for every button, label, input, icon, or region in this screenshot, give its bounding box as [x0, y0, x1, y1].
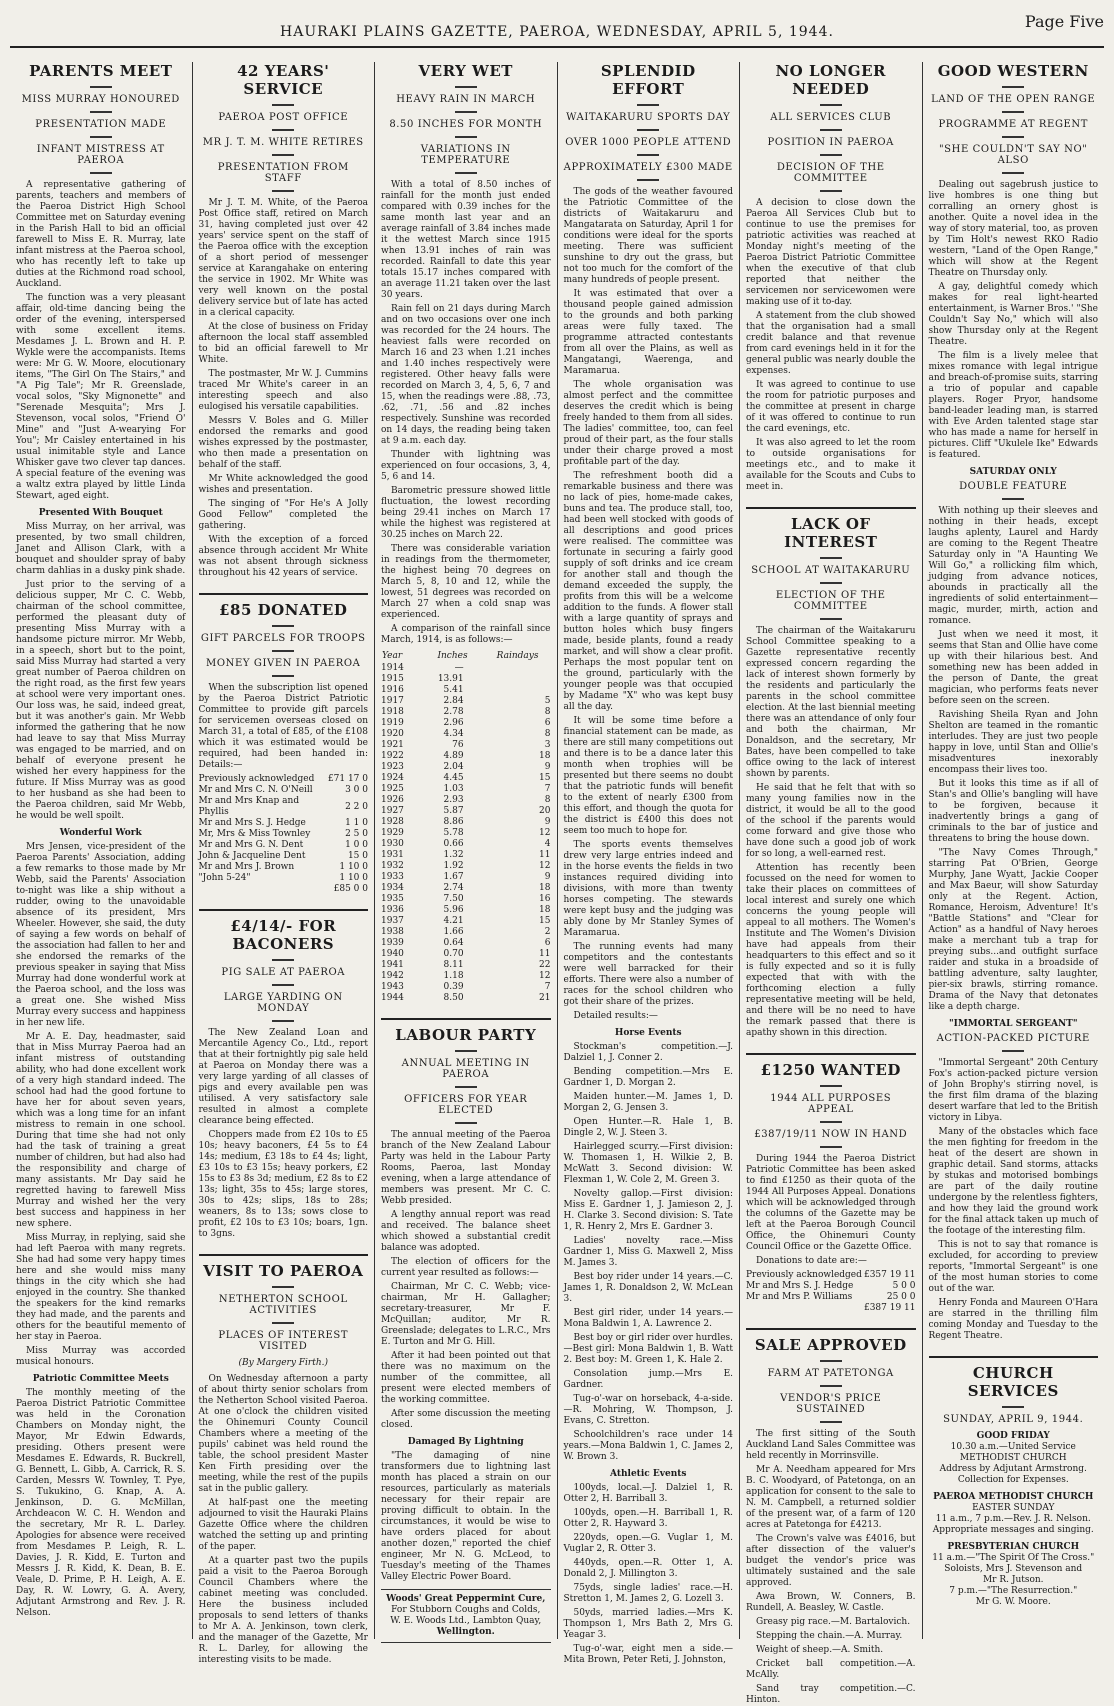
divider: [272, 190, 294, 192]
article-no-longer-needed: [746, 62, 916, 493]
article-lack-of-interest: [746, 507, 916, 1039]
paragraph: 440yds, open.—R. Otter 1, A. Donald 2, J. Millington 3.: [563, 1558, 733, 1579]
paragraph: Cricket ball competition.—A. McAlly.: [746, 1659, 916, 1680]
church-notice-methodist: PAEROA METHODIST CHURCH EASTER SUNDAY 11 a.m., 7 p.m.—Rev. J. R. Nelson. Appropriate messages and singing.: [932, 1492, 1094, 1535]
paragraph: A statement from the club showed that the organisation had a small credit balance and that revenue from card evenings held in it for the general public was nearly double the expenses.: [746, 311, 916, 376]
paragraph: The film is a lively melee that mixes romance with legal intrigue and breach-of-promise suits, starring a trio of popular and capable players. Roger Pryor, handsome band-leader leading man, is starred with Eve Arden talented stage star who has made a name for herself in pictures. Cliff "Ukulele Ike" Edwards is featured.: [928, 351, 1098, 460]
subheadline: 1944 ALL PURPOSES APPEAL: [770, 1093, 892, 1115]
rainfall-row: 1942 1.18 12: [381, 971, 551, 981]
rainfall-row: 1922 4.89 18: [381, 751, 551, 761]
divider: [272, 625, 294, 627]
divider: [820, 582, 842, 584]
divider: [820, 190, 842, 192]
rainfall-row: 1923 2.04 9: [381, 762, 551, 772]
paragraph: It will be some time before a financial statement can be made, as there are still many competitions out and there is to be a dance later this month when trophies will be presented but there seems no doubt that the patriotic funds will benefit to the extent of nearly £300 from this effort, and though the quota for the district is £400 this does not seem too much to hope for.: [563, 716, 733, 836]
rainfall-row: 1936 5.96 18: [381, 905, 551, 915]
paragraph: Mr A. E. Day, headmaster, said that in Miss Murray Paeroa had an infant mistress of outstanding ability, who had done excellent work of a very high standard indeed. The school had had the good fortune to have her for about seven years, which was a long time for an infant mistress to remain in one school. During that time she had not only had the task of training a great number of children, but had also had the responsibility and charge of many assistants. Mr Day said he regretted having to farewell Miss Murray and wished her the very best success and happiness in her new sphere.: [16, 1032, 186, 1229]
subheadline: DECISION OF THE COMMITTEE: [776, 162, 885, 184]
donation-total: £387 19 11: [863, 1303, 916, 1313]
paragraph: Messrs V. Boles and G. Miller endorsed the remarks and good wishes expressed by the postmaster, who then made a presentation on behalf of the staff.: [198, 416, 368, 470]
paragraph: The function was a very pleasant affair, old-time dancing being the order of the evening, interspersed with some excellent items. Mesdames J. L. Brown and H. P. Wykle were the accompanists. Items were: Mr G. W. Moore, elocutionary items, "The Girl On The Stairs," and "A Pig Tale"; Mr R. Greenslade, vocal solos, "Sky Mignonette" and "Serenade Mesquita"; Mrs J. Stevenson, vocal solos, "Friend O' Mine" and "Just A-wearying For You"; Mr Caisley entertained in his usual inimitable style and Lance Whisker gave two clever tap dances. A special feature of the evening was a waltz extra played by little Linda Stewart, aged eight.: [16, 293, 186, 501]
paragraph: The postmaster, Mr W. J. Cummins traced Mr White's career in an interesting speech and also eulogised his versatile capabilities.: [198, 369, 368, 412]
subheadline: PROGRAMME AT REGENT: [938, 119, 1089, 130]
donation-list: [746, 1270, 916, 1314]
headline: NO LONGER NEEDED: [775, 62, 887, 98]
divider: [272, 675, 294, 677]
paragraph: Miss Murray, in replying, said she had left Paeroa with many regrets. She had had some very happy times here and she would miss many things in the city which she had enjoyed in the country. She thanked the speakers for the kind remarks they had made, and the parents and others for the beautiful memento of her stay in Paeroa.: [16, 1233, 186, 1342]
paragraph: With nothing up their sleeves and nothing in their heads, except laughs aplenty, Laurel and Hardy are coming to the Regent Theatre Saturday only in "A Haunting We Will Go," a rollicking film which, judging from advance notices, abounds in practically all the ingredients of solid entertainment—magic, murder, mirth, action and romance.: [928, 506, 1098, 626]
byline: (By Margery Firth.): [238, 1358, 328, 1368]
section-heading: Damaged By Lightning: [407, 1437, 524, 1447]
subheadline: WAITAKARURU SPORTS DAY: [566, 112, 731, 123]
paragraph: The running events had many competitors and the contestants were well barracked for their efforts. There were also a number of races for the school children who got their share of the prizes.: [563, 942, 733, 1007]
rainfall-row: 1939 0.64 6: [381, 938, 551, 948]
paragraph: The first sitting of the South Auckland Land Sales Committee was held recently in Morrinsville.: [746, 1429, 916, 1461]
paragraph: Ladies' novelty race.—Miss Gardner 1, Miss G. Maxwell 2, Miss M. James 3.: [563, 1236, 733, 1268]
paragraph: This is not to say that romance is excluded, for according to preview reports, "Immortal Sergeant" is one of the most human stories to come out of the war.: [928, 1240, 1098, 1294]
divider: [820, 1385, 842, 1387]
page-number: Page Five: [1024, 12, 1104, 31]
donation-row: "John 5-24" 1 10 0: [198, 873, 368, 883]
column-2: [192, 62, 375, 1665]
donation-row: Mr and Mrs S. J. Hedge 5 0 0: [746, 1281, 916, 1291]
paragraph: Stepping the chain.—A. Murray.: [756, 1631, 903, 1641]
donation-row: Mr, Mrs & Miss Townley 2 5 0: [198, 829, 368, 839]
paragraph: On Wednesday afternoon a party of about thirty senior scholars from the Netherton School visited Paeroa. At one o'clock the children visited the Ohinemuri County Council Chambers where a meeting of the pupils' cabinet was held round the table, the school president Master Ken Firth presiding over the meeting, while the rest of the pupils sat in the public gallery.: [198, 1374, 368, 1494]
paragraph: There was considerable variation in readings from the thermometer, the highest being 70 degrees on March 5, 8, 10 and 12, while the lowest, 51 degrees was recorded on March 27 when a cold snap was experienced.: [381, 544, 551, 620]
subheadline: OVER 1000 PEOPLE ATTEND: [565, 137, 732, 148]
paragraph: With the exception of a forced absence through accident Mr White was not absent through sickness throughout his 42 years of service.: [198, 535, 368, 578]
headline: VISIT TO PAEROA: [199, 1254, 369, 1280]
article-parents-meet: [16, 62, 186, 1619]
rainfall-row: 1932 1.92 12: [381, 861, 551, 871]
divider: [1002, 86, 1024, 88]
paragraph: It was agreed to continue to use the room for patriotic purposes and the committee at present in charge of it was offered to continue to run the card evenings, etc.: [746, 380, 916, 434]
rainfall-row: 1940 0.70 11: [381, 949, 551, 959]
article-42-years-service: [199, 62, 369, 579]
rainfall-row: 1928 8.86 9: [381, 817, 551, 827]
divider: [455, 86, 477, 88]
subheadline: HEAVY RAIN IN MARCH: [396, 94, 536, 105]
rainfall-row: 1925 1.03 7: [381, 784, 551, 794]
paragraph: The whole organisation was almost perfect and the committee deserves the credit which is being freely handed to them from all sides. The ladies' committee, too, can feel proud of their part, as the four stalls under their charge proved a most profitable part of the day.: [563, 380, 733, 467]
divider: [637, 154, 659, 156]
paragraph: A representative gathering of parents, teachers and members of the Paeroa District High School Committee met on Saturday evening in the Parish Hall to bid an official farewell to Miss E. R. Murray, late infant mistress at the Paeroa school, who has recently left to take up duties at the Richmond road school, Auckland.: [16, 180, 186, 289]
paragraph: 75yds, single ladies' race.—H. Stretton 1, M. James 2, G. Lozell 3.: [563, 1583, 733, 1604]
rainfall-row: 1920 4.34 8: [381, 729, 551, 739]
paragraph: After some discussion the meeting closed.: [381, 1409, 551, 1430]
headline: £85 DONATED: [199, 593, 369, 619]
section-heading: Horse Events: [614, 1028, 682, 1038]
donation-row: Mr and Mrs C. N. O'Neill 3 0 0: [198, 785, 368, 795]
divider: [820, 1085, 842, 1087]
divider: [1002, 1406, 1024, 1408]
rainfall-row: 1916 5.41: [381, 685, 464, 695]
rainfall-row: 1938 1.66 2: [381, 927, 551, 937]
paragraph: Hairlegged scurry.—First division: W. Thomasen 1, H. Wilkie 2, B. McWatt 3. Second division: W. Flexman 1, W. Cole 2, M. Green 3.: [563, 1142, 733, 1185]
divider: [272, 104, 294, 106]
section-heading: "IMMORTAL SERGEANT": [948, 1019, 1078, 1029]
article-church-services: [929, 1356, 1099, 1608]
divider: [820, 1146, 842, 1148]
column-5: [739, 62, 922, 1705]
paragraph: He said that he felt that with so many young families now in the district, it would be all to the good of the school if the parents would come forward and give those who have done such a good job of work for so long, a well-earned rest.: [746, 783, 916, 859]
rainfall-row: 1944 8.50 21: [381, 993, 551, 1003]
paragraph: Donations to date are:—: [756, 1256, 867, 1266]
rainfall-row: 1943 0.39 7: [381, 982, 551, 992]
divider: [820, 1121, 842, 1123]
subheadline: LAND OF THE OPEN RANGE: [931, 94, 1096, 105]
divider: [272, 1286, 294, 1288]
article-splendid-effort: [564, 62, 734, 1666]
paragraph: Consolation jump.—Mrs E. Gardner.: [563, 1369, 733, 1390]
rainfall-row: 1927 5.87 20: [381, 806, 551, 816]
paragraph: Chairman, Mr C. C. Webb; vice-chairman, Mr H. Gallagher; secretary-treasurer, Mr F. McQuillan; auditor, Mr R. Greenslade; delegates to L.R.C., Mrs E. Turton and Mr G. Hill.: [381, 1282, 551, 1347]
paragraph: Best girl rider, under 14 years.—Mona Baldwin 1, A. Lawrence 2.: [563, 1308, 733, 1329]
paragraph: Tug-o'-war on horseback, 4-a-side.—R. Mohring, W. Thompson, J. Evans, C. Stretton.: [563, 1394, 733, 1426]
paragraph: Greasy pig race.—M. Bartalovich.: [756, 1617, 911, 1627]
divider: [1002, 498, 1024, 500]
divider: [272, 1322, 294, 1324]
subheadline: FARM AT PATETONGA: [767, 1368, 894, 1379]
section-heading: Patriotic Committee Meets: [32, 1374, 169, 1384]
divider: [820, 129, 842, 131]
divider: [637, 179, 659, 181]
rainfall-table: [381, 650, 551, 1004]
paragraph: The Crown's valve was £4016, but after dissection of the valuer's budget the vendor's price was ultimately sustained and the sale approved.: [746, 1534, 916, 1588]
subheadline: VARIATIONS IN TEMPERATURE: [420, 144, 511, 166]
paragraph: Thunder with lightning was experienced on four occasions, 3, 4, 5, 6 and 14.: [381, 450, 551, 482]
subheadline: MONEY GIVEN IN PAEROA: [206, 658, 361, 669]
paragraph: After it had been pointed out that there was no maximum on the number of the committee, all present were elected members of the working committee.: [381, 1351, 551, 1405]
article-baconers: [199, 909, 369, 1240]
paragraph: Dealing out sagebrush justice to live hombres is one thing but corralling an ornery ghost is another. Quite a novel idea in the way of story material, too, as proven by Tim Holt's newest RKO Radio western, "Land of the Open Range," which will show at the Regent Theatre on Thursday only.: [928, 180, 1098, 278]
paragraph: The singing of "For He's A Jolly Good Fellow" completed the gathering.: [198, 499, 368, 531]
paragraph: 50yds, married ladies.—Mrs K. Thompson 1, Mrs Bath 2, Mrs G. Yeagar 3.: [563, 1608, 733, 1640]
divider: [455, 1050, 477, 1052]
paragraph: Bending competition.—Mrs E. Gardner 1, D. Morgan 2.: [563, 1067, 733, 1088]
paragraph: Just prior to the serving of a delicious supper, Mr C. C. Webb, chairman of the school committee, performed the pleasant duty of presenting Miss Murray with a handsome picture mirror. Mr Webb, in a speech, short but to the point, said Miss Murray had started a very great number of Paeroa children on the right road, as the first few years at school were very important ones. Our loss was, he said, indeed great, but it was another's gain. Mr Webb informed the gathering that he now had leave to say that Miss Murray was engaged to be married, and on behalf of everyone present he wished her every happiness for the future. If Miss Murray was as good to her husband as she had been to the Paeroa children, said Mr Webb, he would be well spoilt.: [16, 580, 186, 821]
divider: [637, 104, 659, 106]
donation-row: Previously acknowledged £71 17 0: [198, 774, 368, 784]
divider: [1002, 111, 1024, 113]
divider: [90, 172, 112, 174]
divider: [272, 959, 294, 961]
divider: [272, 650, 294, 652]
donation-total: £85 0 0: [333, 884, 368, 894]
subheadline: "SHE COULDN'T SAY NO" ALSO: [938, 144, 1088, 166]
subheadline: INFANT MISTRESS AT PAEROA: [36, 144, 165, 166]
article-good-western: [929, 62, 1099, 1342]
subheadline: APPROXIMATELY £300 MADE: [563, 162, 733, 173]
paragraph: Best boy rider under 14 years.—C. James 1, R. Donaldson 2, W. McLean 3.: [563, 1272, 733, 1304]
paragraph: Maiden hunter.—M. James 1, D. Morgan 2, G. Jensen 3.: [563, 1092, 733, 1113]
column-1: [10, 62, 192, 1639]
paragraph: With a total of 8.50 inches of rainfall for the month just ended compared with 0.39 inches for the same month last year and an average rainfall of 3.84 inches made it the wettest March since 1915 when 13.91 inches of rain was recorded. Rainfall to date this year totals 15.17 inches compared with an average 11.21 taken over the last 30 years.: [381, 180, 551, 300]
divider: [455, 172, 477, 174]
paragraph: Rain fell on 21 days during March and on two occasions over one inch was recorded for the 24 hours. The heaviest falls were recorded on March 16 and 23 when 1.21 inches and 1.40 inches respectively were registered. Other heavy falls were recorded on March 3, 4, 5, 6, 7 and 15, when the readings were .88, .73, .62, .71, .56 and .82 inches respectively. Sunshine was recorded on 14 days, the reading being taken at 9 a.m. each day.: [381, 304, 551, 446]
paragraph: Novelty gallop.—First division: Miss E. Gardner 1, J. Jamieson 2, J. H. Clarke 3. Second division: S. Tate 1, R. Henry 2, Mrs E. Gardner 3.: [563, 1189, 733, 1232]
paragraph: During 1944 the Paeroa District Patriotic Committee has been asked to find £1250 as their quota of the 1944 All Purposes Appeal. Donations which will be acknowledged through the columns of the Gazette may be left at the Paeroa Borough Council Office, the Ohinemuri County Council Office or the Gazette Office.: [746, 1154, 916, 1252]
paragraph: At half-past one the meeting adjourned to visit the Hauraki Plains Gazette Office where the children watched the setting up and printing of the paper.: [198, 1498, 368, 1552]
paragraph: "The Navy Comes Through," starring Pat O'Brien, George Murphy, Jane Wyatt, Jackie Cooper and Max Baeur, will show Saturday only at the Regent. Action, Romance, Heroism, Adventure! It's "Battle Stations" and "Clear for Action" as a handful of Navy heroes make a merchant tub a trap for preying subs...and outfight surface raider and stuka in a broadside of battling adventure, salty laughter, pier-six brawls, stirring romance. Drama of the Navy that detonates like a depth charge.: [928, 848, 1098, 1012]
divider: [455, 1086, 477, 1088]
subheadline: ANNUAL MEETING IN PAEROA: [401, 1058, 530, 1080]
paragraph: The gods of the weather favoured the Patriotic Committee of the districts of Waitakaruru and Mangatarata on Saturday, April 1 for conditions were ideal for the sports meeting. There was sufficient sunshine to dry out the grass, but not too much for the comfort of the many hundreds of people present.: [563, 187, 733, 285]
donation-row: Mr and Mrs J. Brown 1 10 0: [198, 862, 368, 872]
divider: [90, 111, 112, 113]
rainfall-row: 1931 1.32 11: [381, 850, 551, 860]
rainfall-row: 1934 2.74 18: [381, 883, 551, 893]
paragraph: A gay, delightful comedy which makes for real light-hearted entertainment, is Warner Bros.' "She Couldn't Say No," which will also show Thursday only at the Regent Theatre.: [928, 282, 1098, 347]
donation-row: Mr and Mrs P. Williams 25 0 0: [746, 1292, 916, 1302]
rainfall-row: 1926 2.93 8: [381, 795, 551, 805]
article-very-wet: [381, 62, 551, 1004]
paragraph: Sand tray competition.—C. Hinton.: [746, 1684, 916, 1705]
subheadline: PAEROA POST OFFICE: [218, 112, 349, 123]
subheadline: POSITION IN PAEROA: [767, 137, 894, 148]
paragraph: "Immortal Sergeant" 20th Century Fox's action-packed picture version of John Brophy's stirring novel, is the first film drama of the blazing desert warfare that led to the British victory in Libya.: [928, 1058, 1098, 1123]
paragraph: The New Zealand Loan and Mercantile Agency Co., Ltd., report that at their fortnightly pig sale held at Paeroa on Monday there was a very large yarding of all classes of pigs and every available pen was utilised. A very satisfactory sale resulted in almost a complete clearance being effected.: [198, 1028, 368, 1126]
paragraph: But it looks this time as if all of Stan's and Ollie's bangling will have to be forgiven, because it inadvertently brings a gang of criminals to the bar of justice and threatens to bring the house down.: [928, 779, 1098, 844]
paragraph: Henry Fonda and Maureen O'Hara are starred in the thrilling film coming Monday and Tuesday to the Regent Theatre.: [928, 1298, 1098, 1341]
church-notice-good-friday: GOOD FRIDAY 10.30 a.m.—United Service METHODIST CHURCH Address by Adjutant Armstrong. Collection for Expenses.: [939, 1431, 1087, 1485]
paragraph: "The damaging of nine transformers due to lightning last month has placed a strain on our resources, particularly as materials necessary for their repair are proving difficult to obtain. In the circumstances, it would be wise to have orders placed for about another dozen," reported the chief engineer, Mr N. G. McLeod, to Tuesday's meeting of the Thames Valley Electric Power Board.: [381, 1451, 551, 1582]
divider: [90, 86, 112, 88]
rainfall-row: 1915 13.91: [381, 674, 464, 684]
rainfall-row: 1917 2.84 5: [381, 696, 551, 706]
subheadline: ACTION-PACKED PICTURE: [936, 1033, 1090, 1044]
divider: [455, 1122, 477, 1124]
divider: [272, 1020, 294, 1022]
subheadline: OFFICERS FOR YEAR ELECTED: [404, 1094, 528, 1116]
divider: [272, 154, 294, 156]
subheadline: SCHOOL AT WAITAKARURU: [751, 565, 911, 576]
divider: [820, 154, 842, 156]
subheadline: GIFT PARCELS FOR TROOPS: [200, 633, 366, 644]
paragraph: At a quarter past two the pupils paid a visit to the Paeroa Borough Council Chambers where the cabinet meeting was concluded. Here the business included proposals to send letters of thanks to Mr A. A. Jenkinson, town clerk, and the manager of the Gazette, Mr R. L. Darley, for allowing the interesting visits to be made.: [198, 1556, 368, 1665]
column-6: [922, 62, 1105, 1639]
divider: [820, 557, 842, 559]
church-notice-presbyterian: PRESBYTERIAN CHURCH 11 a.m.—"The Spirit Of The Cross." Soloists, Mrs J. Stevenson and Mr R. Jutson. 7 p.m.—"The Resurrection." Mr G. W. Moore.: [932, 1542, 1095, 1607]
paragraph: It was also agreed to let the room to outside organisations for meetings etc., and to make it available for the Scouts and Cubs to meet in.: [746, 438, 916, 492]
section-heading: Wonderful Work: [59, 828, 142, 838]
divider: [820, 618, 842, 620]
paragraph: The chairman of the Waitakaruru School Committee speaking to a Gazette representative recently expressed concern regarding the lack of interest shown formerly by the residents and particularly the parents in the school committee election. At the last biennial meeting there was an attendance of only four and both the chairman, Mr Donaldson, and the secretary, Mr Bates, have been compelled to take office owing to the lack of interest shown by parents.: [746, 626, 916, 779]
divider: [272, 129, 294, 131]
paragraph: When the subscription list opened by the Paeroa District Patriotic Committee to provide gift parcels for servicemen overseas closed on March 31, a total of £85, of the £108 which it was estimated would be required, had been handed in: Details:—: [198, 683, 368, 770]
article-visit-to-paeroa: [199, 1254, 369, 1666]
article-labour-party: [381, 1018, 551, 1643]
paragraph: 220yds, open.—G. Vuglar 1, M. Vuglar 2, R. Otter 3.: [563, 1533, 733, 1554]
paragraph: Stockman's competition.—J. Dalziel 1, J. Conner 2.: [563, 1042, 733, 1063]
section-heading: Athletic Events: [610, 1469, 687, 1479]
subheadline: ALL SERVICES CLUB: [770, 112, 892, 123]
subheadline: PRESENTATION FROM STAFF: [217, 162, 349, 184]
rainfall-row: 1937 4.21 15: [381, 916, 551, 926]
subheadline: ELECTION OF THE COMMITTEE: [775, 590, 886, 612]
subheadline: £387/19/11 NOW IN HAND: [754, 1129, 908, 1140]
paragraph: A lengthy annual report was read and received. The balance sheet which showed a substantial credit balance was adopted.: [381, 1210, 551, 1253]
rainfall-row: 1941 8.11 22: [381, 960, 551, 970]
paragraph: It was estimated that over a thousand people gained admission to the grounds and both parking areas were fully taxed. The programme attracted contestants from all over the Plains, as well as Mangatangi, Waerenga, and Maramarua.: [563, 289, 733, 376]
divider: [455, 136, 477, 138]
subheadline: PIG SALE AT PAEROA: [221, 967, 346, 978]
paragraph: Mr J. T. M. White, of the Paeroa Post Office staff, retired on March 31, having completed just over 42 years' service spent on the staff of the Paeroa office with the exception of a short period of messenger service at Karangahake on entering the service in 1902. Mr White was very well known on the postal delivery service but of late has acted in a clerical capacity.: [198, 198, 368, 318]
paragraph: At the close of business on Friday afternoon the local staff assembled to bid an official farewell to Mr White.: [198, 322, 368, 365]
headline: PARENTS MEET: [29, 62, 173, 80]
divider: [90, 136, 112, 138]
divider: [1002, 136, 1024, 138]
section-heading: Presented With Bouquet: [38, 508, 163, 518]
divider: [272, 984, 294, 986]
paragraph: A decision to close down the Paeroa All Services Club but to continue to use the premises for patriotic activities was reached at Monday night's meeting of the Paeroa District Patriotic Committee when the executive of that club reported that neither the servicemen nor servicewomen were making use of it to-day.: [746, 198, 916, 307]
paragraph: The refreshment booth did a remarkable business and there was no lack of pies, home-made cakes, buns and tea. The produce stall, too, had been well stocked with goods of all descriptions and good prices were realised. The committee was fortunate in securing a fairly good supply of soft drinks and ice cream for another stall and though the demand exceeded the supply, the profits from this will be a welcome addition to the funds. A flower stall with a large quantity of sprays and button holes which busy fingers made, beside plants, found a ready market, and will show a clear profit. Perhaps the most popular tent on the ground, particularly with the younger people was that occupied by Madame "X" who was kept busy all the day.: [563, 471, 733, 712]
paragraph: Attention has recently been focussed on the need for women to take their places on committees of local interest and surely one which concerns the young people will appeal to all mothers. The Women's Institute and The Women's Division have had appeals from their headquarters to this effect and so it is fully expected and so it is fully expected that with with the forthcoming election a fully representative meeting will be held, and there will be no need to have the remark passed that there is apathy shown in this direction.: [746, 863, 916, 1038]
subheadline: PRESENTATION MADE: [35, 119, 167, 130]
rainfall-row: 1918 2.78 8: [381, 707, 551, 717]
divider: [637, 129, 659, 131]
paragraph: Awa Brown, W. Conners, B. Rundell, A. Beasley, W. Castle.: [746, 1592, 916, 1613]
headline: £1250 WANTED: [746, 1053, 916, 1079]
donation-list: [199, 774, 369, 895]
paragraph: Miss Murray, on her arrival, was presented, by two small children, Janet and Allison Clark, with a bouquet and shoulder spray of baby charm dahlias in a dusky pink shade.: [16, 522, 186, 576]
paragraph: Mrs Jensen, vice-president of the Paeroa Parents' Association, adding a few remarks to those made by Mr Webb, said the Parents' Association to-night was like a ship without a rudder, owing to the unavoidable absence of its president, Mrs Wheeler. However, she said, the duty of saying a few words on behalf of the association had fallen to her and she endorsed the remarks of the previous speaker in saying that Miss Murray had done wonderful work at the Paeroa school, and the loss was a great one. She wished Miss Murray every success and happiness in her new life.: [16, 842, 186, 1028]
divider: [1002, 1050, 1024, 1052]
subheadline: PLACES OF INTEREST VISITED: [218, 1330, 349, 1352]
masthead-title: HAURAKI PLAINS GAZETTE, PAEROA, WEDNESDAY, APRIL 5, 1944.: [280, 24, 834, 40]
article-85-donated: [199, 593, 369, 895]
headline: SALE APPROVED: [746, 1328, 916, 1354]
headline: SPLENDID EFFORT: [600, 62, 696, 98]
divider: [455, 111, 477, 113]
masthead: [10, 6, 1104, 48]
donation-row: John & Jacqueline Dent 15 0: [198, 851, 368, 861]
divider: [820, 1421, 842, 1423]
paragraph: Weight of sheep.—A. Smith.: [756, 1645, 884, 1655]
paragraph: The sports events themselves drew very large entries indeed and in the horse events the fields in two instances required dividing into divisions, with more than twenty horses competing. The stewards were kept busy and the judging was ably done by Mr Stanley Symes of Maramarua.: [563, 840, 733, 938]
paragraph: Just when we need it most, it seems that Stan and Ollie have come up with their hilarious best. And something new has been added in the person of Dante, the great magician, who performs feats never before seen on the screen.: [928, 630, 1098, 706]
headline: £4/14/- FOR BACONERS: [199, 909, 369, 953]
paragraph: The monthly meeting of the Paeroa District Patriotic Committee was held in the Coronation Chambers on Monday night, the Mayor, Mr Edwin Edwards, presiding. Others present were Mesdames E. Edwards, R. Buckrell, G. Bennett, L. Gibb, A. Carrick, R. S. Carden, Messrs W. Townley, T. Pye, S. Tukukino, G. Knap, A. A. Jenkinson, D. G. McMillan, Archdeacon W. C. H. Wendon and the secretary, Mr R. L. Darley. Apologies for absence were received from Mesdames P. Leigh, R. L. Davies, J. R. Kidd, E. Turton and Messrs J. R. Kidd, K. Dean, B. E. Veale, D. Prime, P. H. Leigh, A. E. Day, R. W. Lowry, G. A. Avery, Adjutant Armstrong and Rev. J. R. Nelson.: [16, 1388, 186, 1618]
rainfall-row: 1924 4.45 15: [381, 773, 551, 783]
subheadline: VENDOR'S PRICE SUSTAINED: [780, 1393, 882, 1415]
article-sale-approved: [746, 1328, 916, 1706]
advertisement-peppermint-cure: Woods' Great Peppermint Cure, For Stubborn Coughs and Colds, W. E. Woods Ltd., Lambton Quay, Wellington.: [381, 1589, 551, 1643]
subheadline: LARGE YARDING ON MONDAY: [223, 992, 343, 1014]
paragraph: Barometric pressure showed little fluctuation, the lowest recording being 29.41 inches on March 17 while the highest was registered at 30.25 inches on March 22.: [381, 486, 551, 540]
rainfall-row: 1933 1.67 9: [381, 872, 551, 882]
subheadline: SUNDAY, APRIL 9, 1944.: [943, 1414, 1084, 1425]
subheadline: DOUBLE FEATURE: [959, 481, 1068, 492]
article-1250-wanted: [746, 1053, 916, 1314]
rainfall-row: 1929 5.78 12: [381, 828, 551, 838]
paragraph: 100yds, local.—J. Dalziel 1, R. Otter 2, H. Barriball 3.: [563, 1483, 733, 1504]
headline: GOOD WESTERN: [937, 62, 1089, 80]
rainfall-row: 1919 2.96 6: [381, 718, 551, 728]
section-heading: SATURDAY ONLY: [969, 467, 1057, 477]
headline: VERY WET: [418, 62, 513, 80]
paragraph: Mr White acknowledged the good wishes and presentation.: [198, 474, 368, 495]
paragraph: Mr A. Needham appeared for Mrs B. C. Woodyard, of Patetonga, on an application for consent to the sale to N. M. Campbell, a returned soldier of the present war, of a farm of 120 acres at Patetonga for £4213.: [746, 1465, 916, 1530]
paragraph: Many of the obstacles which face the men fighting for freedom in the heat of the desert are shown in graphic detail. Sand storms, attacks by stukas and motorised bombings are part of the daily routine undergone by the relentless fighters, and how they laid the ground work for the final attack taken up much of the footage of the interesting film.: [928, 1127, 1098, 1236]
rainfall-header: Year Inches Raindays: [382, 651, 539, 661]
donation-row: Mr and Mrs G. N. Dent 1 0 0: [198, 840, 368, 850]
subheadline: MR J. T. M. WHITE RETIRES: [202, 137, 364, 148]
headline: CHURCH SERVICES: [929, 1356, 1099, 1400]
subheadline: NETHERTON SCHOOL ACTIVITIES: [218, 1294, 348, 1316]
paragraph: 100yds, open.—H. Barriball 1, R. Otter 2, R. Hayward 3.: [563, 1508, 733, 1529]
column-4: [557, 62, 740, 1665]
columns: [10, 62, 1104, 1705]
headline: LACK OF INTEREST: [746, 507, 916, 551]
paragraph: The annual meeting of the Paeroa branch of the New Zealand Labour Party was held in the Labour Party Rooms, Paeroa, last Monday evening, when a large attendance of members was present. Mr C. C. Webb presided.: [381, 1130, 551, 1206]
subheadline: MISS MURRAY HONOURED: [21, 94, 180, 105]
paragraph: Tug-o'-war, eight men a side.—Mita Brown, Peter Reti, J. Johnston,: [563, 1644, 733, 1665]
paragraph: Choppers made from £2 10s to £5 10s; heavy baconers, £4 5s to £4 14s; medium, £3 18s to £4 4s; light, £3 10s to £3 15s; heavy porkers, £2 15s to £3 8s 3d; medium, £2 8s to £2 13s; light, 35s to 45s; large stores, 30s to 42s; slips, 18s to 28s; weaners, 8s to 13s; sows close to profit, £2 10s to £3 10s; boars, 1gn. to 3gns.: [198, 1130, 368, 1239]
headline: LABOUR PARTY: [381, 1018, 551, 1044]
paragraph: Ravishing Sheila Ryan and John Shelton are teamed in the romantic interludes. They are just two people happy in love, until Stan and Ollie's misadventures inexorably encompass their lives too.: [928, 710, 1098, 775]
donation-row: Mr and Mrs S. J. Hedge 1 1 0: [198, 818, 368, 828]
rainfall-row: 1921 76 3: [381, 740, 551, 750]
column-3: [374, 62, 557, 1639]
paragraph: Miss Murray was accorded musical honours.: [16, 1346, 186, 1367]
headline: 42 YEARS' SERVICE: [237, 62, 330, 98]
donation-row: Mr and Mrs Knap and Phyllis 2 2 0: [198, 796, 368, 817]
rainfall-row: 1935 7.50 16: [381, 894, 551, 904]
paragraph: Open Hunter.—R. Hale 1, B. Dingle 2, W. J. Steen 3.: [563, 1117, 733, 1138]
divider: [820, 104, 842, 106]
paragraph: Best boy or girl rider over hurdles.—Best girl: Mona Baldwin 1, B. Watt 2. Best boy: M. Green 1, K. Hale 2.: [563, 1333, 733, 1365]
paragraph: The election of officers for the current year resulted as follows:—: [381, 1257, 551, 1278]
donation-row: Previously acknowledged £357 19 11: [746, 1270, 916, 1280]
paragraph: A comparison of the rainfall since March, 1914, is as follows:—: [381, 624, 551, 645]
subheadline: 8.50 INCHES FOR MONTH: [389, 119, 543, 130]
rainfall-row: 1914 —: [381, 663, 464, 673]
paragraph: Detailed results:—: [573, 1011, 658, 1021]
rainfall-row: 1930 0.66 4: [381, 839, 551, 849]
paragraph: Schoolchildren's race under 14 years.—Mona Baldwin 1, C. James 2, W. Brown 3.: [563, 1430, 733, 1462]
divider: [1002, 172, 1024, 174]
divider: [820, 1360, 842, 1362]
